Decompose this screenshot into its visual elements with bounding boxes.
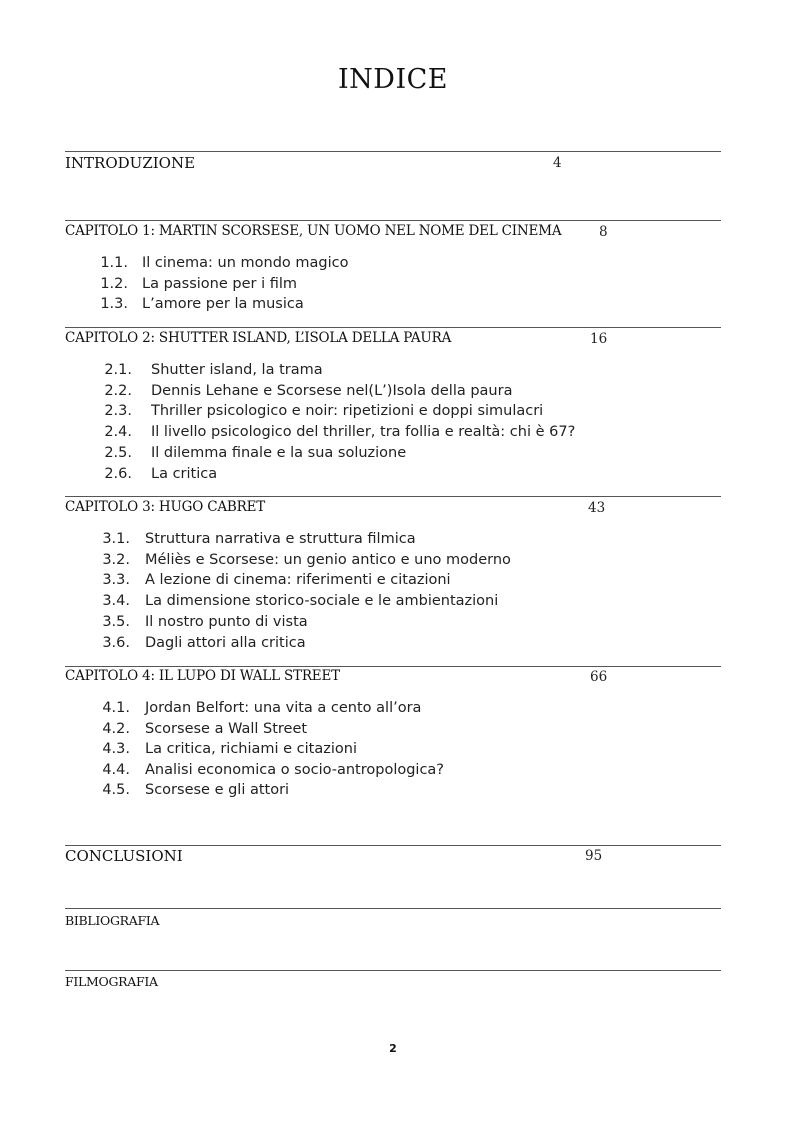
- toc-item-number: 2.2.: [104, 383, 132, 399]
- toc-item-title: Dennis Lehane e Scorsese nel(L’)Isola della paura: [151, 383, 513, 399]
- toc-item-number: 3.4.: [102, 593, 130, 609]
- toc-item-number: 3.1.: [102, 531, 130, 547]
- toc-item-title: Il cinema: un mondo magico: [142, 255, 349, 271]
- toc-item-number: 4.5.: [102, 782, 130, 798]
- divider: [65, 151, 721, 152]
- toc-item-title: La critica: [151, 466, 218, 482]
- divider: [65, 970, 721, 971]
- toc-item-title: La passione per i film: [142, 276, 298, 292]
- page-num-capitolo-1: 8: [599, 224, 608, 240]
- heading-capitolo-4: CAPITOLO 4: IL LUPO DI WALL STREET: [65, 668, 340, 684]
- divider: [65, 496, 721, 497]
- toc-item-number: 1.2.: [100, 276, 128, 292]
- toc-item-title: Scorsese a Wall Street: [145, 721, 308, 737]
- toc-item-title: Jordan Belfort: una vita a cento all’ora: [145, 700, 422, 716]
- toc-item-title: L’amore per la musica: [142, 296, 304, 312]
- toc-item-number: 4.2.: [102, 721, 130, 737]
- toc-item-title: Shutter island, la trama: [151, 362, 323, 378]
- toc-item-number: 4.4.: [102, 762, 130, 778]
- divider: [65, 220, 721, 221]
- divider: [65, 327, 721, 328]
- toc-item-title: Il livello psicologico del thriller, tra follia e realtà: chi è 67?: [151, 424, 576, 440]
- toc-item-title: Méliès e Scorsese: un genio antico e uno moderno: [145, 552, 511, 568]
- toc-item-number: 2.4.: [104, 424, 132, 440]
- toc-item-title: Thriller psicologico e noir: ripetizioni e doppi simulacri: [151, 403, 544, 419]
- heading-bibliografia: BIBLIOGRAFIA: [65, 913, 160, 928]
- toc-item-number: 2.1.: [104, 362, 132, 378]
- toc-item-number: 3.5.: [102, 614, 130, 630]
- toc-item-title: Analisi economica o socio-antropologica?: [145, 762, 445, 778]
- page-title: INDICE: [338, 64, 448, 95]
- toc-item-number: 4.3.: [102, 741, 130, 757]
- toc-item-title: Dagli attori alla critica: [145, 635, 306, 651]
- toc-item-number: 2.5.: [104, 445, 132, 461]
- toc-item-title: Il dilemma finale e la sua soluzione: [151, 445, 407, 461]
- toc-item-number: 2.3.: [104, 403, 132, 419]
- toc-item-title: Struttura narrativa e struttura filmica: [145, 531, 416, 547]
- page-num-conclusioni: 95: [585, 848, 603, 864]
- heading-capitolo-1: CAPITOLO 1: MARTIN SCORSESE, UN UOMO NEL NOME DEL CINEMA: [65, 223, 562, 239]
- divider: [65, 845, 721, 846]
- heading-introduzione: INTRODUZIONE: [65, 154, 196, 172]
- toc-item-number: 3.2.: [102, 552, 130, 568]
- heading-filmografia: FILMOGRAFIA: [65, 974, 158, 989]
- page-num-capitolo-2: 16: [590, 331, 608, 347]
- page-num-introduzione: 4: [553, 155, 562, 171]
- toc-item-number: 1.1.: [100, 255, 128, 271]
- divider: [65, 908, 721, 909]
- page-num-capitolo-4: 66: [590, 669, 608, 685]
- toc-item-title: La dimensione storico-sociale e le ambientazioni: [145, 593, 499, 609]
- toc-item-number: 3.3.: [102, 572, 130, 588]
- toc-item-title: Il nostro punto di vista: [145, 614, 308, 630]
- heading-capitolo-2: CAPITOLO 2: SHUTTER ISLAND, L’ISOLA DELLA PAURA: [65, 330, 452, 346]
- toc-item-title: La critica, richiami e citazioni: [145, 741, 357, 757]
- toc-item-number: 3.6.: [102, 635, 130, 651]
- toc-item-number: 4.1.: [102, 700, 130, 716]
- toc-item-number: 2.6.: [104, 466, 132, 482]
- toc-item-title: A lezione di cinema: riferimenti e citazioni: [145, 572, 451, 588]
- page-num-capitolo-3: 43: [588, 500, 606, 516]
- heading-capitolo-3: CAPITOLO 3: HUGO CABRET: [65, 499, 266, 515]
- heading-conclusioni: CONCLUSIONI: [65, 847, 183, 865]
- toc-item-title: Scorsese e gli attori: [145, 782, 290, 798]
- toc-item-number: 1.3.: [100, 296, 128, 312]
- divider: [65, 666, 721, 667]
- page-number: 2: [389, 1042, 397, 1055]
